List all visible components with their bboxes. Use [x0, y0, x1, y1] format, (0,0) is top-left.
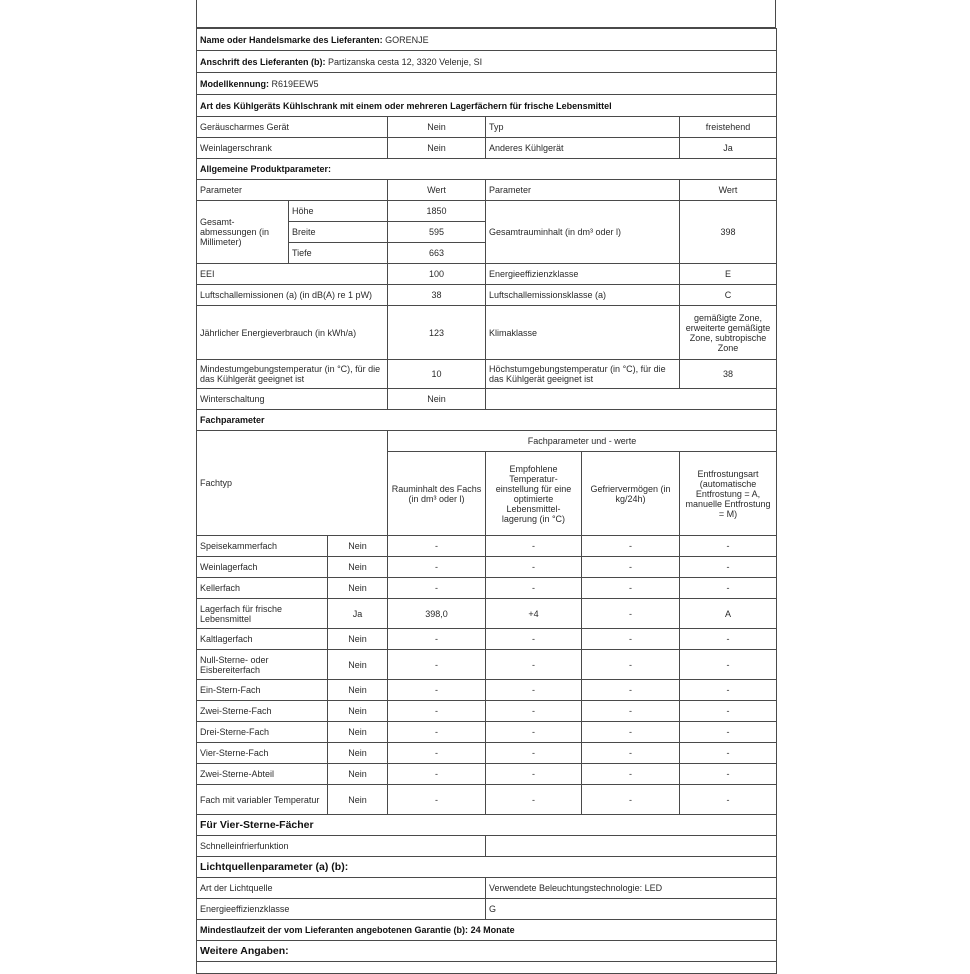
height-label: Höhe	[289, 201, 388, 222]
compartment-rows	[197, 536, 777, 815]
winter-empty	[486, 389, 777, 410]
compartment-row	[197, 722, 777, 743]
compartment-row	[197, 578, 777, 599]
compartment-name: Drei-Sterne-Fach	[197, 722, 328, 743]
light-energy-class-value: G	[486, 899, 777, 920]
compartment-title-row	[197, 410, 777, 431]
recommended-temperature-header: Empfohlene Temperatur-einstellung für eine optimierte Lebensmittel-lagerung (in °C)	[486, 452, 582, 536]
general-header-row	[197, 180, 777, 201]
compartment-defrost-type: -	[680, 680, 777, 701]
light-energy-class-label: Energieeffizienzklasse	[197, 899, 486, 920]
compartment-name: Lagerfach für frische Lebensmittel	[197, 599, 328, 629]
compartment-temperature: -	[486, 578, 582, 599]
compartment-temperature: -	[486, 722, 582, 743]
compartment-present: Nein	[328, 680, 388, 701]
quick-freeze-row	[197, 836, 777, 857]
compartment-group-row	[197, 431, 777, 452]
compartment-name: Weinlagerfach	[197, 557, 328, 578]
winter-value: Nein	[388, 389, 486, 410]
parameter-header-2: Parameter	[486, 180, 680, 201]
more-info-row	[197, 941, 777, 962]
compartment-present: Nein	[328, 701, 388, 722]
compartment-name: Zwei-Sterne-Abteil	[197, 764, 328, 785]
compartment-freezing-capacity: -	[582, 629, 680, 650]
climate-class-value: gemäßigte Zone, erweiterte gemäßigte Zone, subtropische Zone	[680, 306, 777, 360]
noise-value: 38	[388, 285, 486, 306]
low-noise-row	[197, 117, 777, 138]
compartment-temperature: -	[486, 701, 582, 722]
compartment-present: Nein	[328, 557, 388, 578]
compartment-defrost-type: -	[680, 785, 777, 815]
compartment-freezing-capacity: -	[582, 599, 680, 629]
value-header-2: Wert	[680, 180, 777, 201]
compartment-present: Ja	[328, 599, 388, 629]
compartment-row	[197, 764, 777, 785]
compartment-name: Ein-Stern-Fach	[197, 680, 328, 701]
compartment-row	[197, 743, 777, 764]
compartment-row	[197, 701, 777, 722]
total-volume-value: 398	[680, 201, 777, 264]
low-noise-value: Nein	[388, 117, 486, 138]
compartment-volume: -	[388, 701, 486, 722]
compartment-group-header: Fachparameter und - werte	[388, 431, 777, 452]
energy-class-value: E	[680, 264, 777, 285]
light-source-label: Art der Lichtquelle	[197, 878, 486, 899]
compartment-row	[197, 785, 777, 815]
four-star-title-row	[197, 815, 777, 836]
ambient-temperature-row	[197, 360, 777, 389]
compartment-row	[197, 629, 777, 650]
compartment-volume: -	[388, 536, 486, 557]
width-value: 595	[388, 222, 486, 243]
supplier-name-row	[197, 29, 777, 51]
sheet-table	[196, 28, 777, 974]
noise-class-value: C	[680, 285, 777, 306]
compartment-temperature: -	[486, 536, 582, 557]
appliance-type-row	[197, 95, 777, 117]
light-source-row	[197, 878, 777, 899]
compartment-defrost-type: -	[680, 578, 777, 599]
compartment-temperature: -	[486, 680, 582, 701]
winter-label: Winterschaltung	[197, 389, 388, 410]
compartment-freezing-capacity: -	[582, 701, 680, 722]
compartment-present: Nein	[328, 764, 388, 785]
eei-row	[197, 264, 777, 285]
supplier-address-row	[197, 51, 777, 73]
compartment-temperature: -	[486, 629, 582, 650]
compartment-freezing-capacity: -	[582, 650, 680, 680]
supplier-address-value: Partizanska cesta 12, 3320 Velenje, SI	[328, 56, 483, 67]
type-label: Typ	[486, 117, 680, 138]
wine-cabinet-label: Weinlagerschrank	[197, 138, 388, 159]
wine-cabinet-value: Nein	[388, 138, 486, 159]
general-title-row	[197, 159, 777, 180]
compartment-temperature: -	[486, 650, 582, 680]
max-temperature-label: Höchstumgebungstemperatur (in °C), für die das Kühlgerät geeignet ist	[486, 360, 680, 389]
quick-freeze-label: Schnelleinfrierfunktion	[197, 836, 486, 857]
four-star-title: Für Vier-Sterne-Fächer	[197, 815, 777, 836]
compartment-present: Nein	[328, 743, 388, 764]
energy-consumption-label: Jährlicher Energieverbrauch (in kWh/a)	[197, 306, 388, 360]
compartment-temperature: -	[486, 764, 582, 785]
compartment-name: Null-Sterne- oder Eisbereiterfach	[197, 650, 328, 680]
parameter-header-1: Parameter	[197, 180, 388, 201]
compartment-row	[197, 557, 777, 578]
compartment-volume: -	[388, 629, 486, 650]
compartment-present: Nein	[328, 629, 388, 650]
light-energy-class-row	[197, 899, 777, 920]
warranty-label: Mindestlaufzeit der vom Lieferanten angebotenen Garantie (b):	[200, 925, 469, 935]
quick-freeze-value	[486, 836, 777, 857]
compartment-name: Zwei-Sterne-Fach	[197, 701, 328, 722]
compartment-defrost-type: -	[680, 701, 777, 722]
compartment-defrost-type: A	[680, 599, 777, 629]
compartment-volume: -	[388, 557, 486, 578]
more-info-cut-row	[197, 962, 777, 974]
energy-consumption-row	[197, 306, 777, 360]
more-info-cut	[197, 962, 777, 974]
compartment-freezing-capacity: -	[582, 785, 680, 815]
dimension-height-row	[197, 201, 777, 222]
volume-header: Rauminhalt des Fachs (in dm³ oder l)	[388, 452, 486, 536]
model-label: Modellkennung:	[200, 78, 269, 89]
warranty-value: 24 Monate	[470, 925, 515, 935]
supplier-name-label: Name oder Handelsmarke des Lieferanten:	[200, 34, 383, 45]
compartment-freezing-capacity: -	[582, 764, 680, 785]
compartment-name: Fach mit variabler Temperatur	[197, 785, 328, 815]
low-noise-label: Geräuscharmes Gerät	[197, 117, 388, 138]
climate-class-label: Klimaklasse	[486, 306, 680, 360]
compartment-volume: -	[388, 650, 486, 680]
compartment-volume: -	[388, 578, 486, 599]
light-source-value: Verwendete Beleuchtungstechnologie: LED	[486, 878, 777, 899]
compartment-present: Nein	[328, 785, 388, 815]
product-information-sheet	[196, 0, 776, 971]
compartment-name: Kellerfach	[197, 578, 328, 599]
compartment-freezing-capacity: -	[582, 536, 680, 557]
supplier-name-value: GORENJE	[385, 34, 429, 45]
defrost-type-header: Entfrostungsart (automatische Entfrostung = A, manuelle Entfrostung = M)	[680, 452, 777, 536]
energy-consumption-value: 123	[388, 306, 486, 360]
warranty-row	[197, 920, 777, 941]
compartment-row	[197, 650, 777, 680]
cut-off-header	[196, 0, 776, 28]
dimensions-label: Gesamt-abmessungen (in Millimeter)	[197, 201, 289, 264]
appliance-type-text: Art des Kühlgeräts Kühlschrank mit einem oder mehreren Lagerfächern für frische Lebensmittel	[197, 95, 777, 117]
compartment-defrost-type: -	[680, 557, 777, 578]
compartment-volume: -	[388, 722, 486, 743]
compartment-type-header: Fachtyp	[197, 431, 388, 536]
compartment-volume: -	[388, 785, 486, 815]
eei-value: 100	[388, 264, 486, 285]
model-value: R619EEW5	[271, 78, 319, 89]
compartment-present: Nein	[328, 722, 388, 743]
width-label: Breite	[289, 222, 388, 243]
compartment-row	[197, 599, 777, 629]
general-title: Allgemeine Produktparameter:	[197, 159, 777, 180]
wine-cabinet-row	[197, 138, 777, 159]
compartment-present: Nein	[328, 536, 388, 557]
height-value: 1850	[388, 201, 486, 222]
depth-label: Tiefe	[289, 243, 388, 264]
light-title: Lichtquellenparameter (a) (b):	[197, 857, 777, 878]
energy-class-label: Energieeffizienzklasse	[486, 264, 680, 285]
winter-row	[197, 389, 777, 410]
compartment-row	[197, 680, 777, 701]
compartment-temperature: -	[486, 785, 582, 815]
noise-class-label: Luftschallemissionsklasse (a)	[486, 285, 680, 306]
compartment-volume: 398,0	[388, 599, 486, 629]
other-appliance-label: Anderes Kühlgerät	[486, 138, 680, 159]
compartment-defrost-type: -	[680, 629, 777, 650]
compartment-row	[197, 536, 777, 557]
compartment-freezing-capacity: -	[582, 557, 680, 578]
compartment-title: Fachparameter	[197, 410, 777, 431]
freezing-capacity-header: Gefriervermögen (in kg/24h)	[582, 452, 680, 536]
light-title-row	[197, 857, 777, 878]
compartment-volume: -	[388, 764, 486, 785]
compartment-temperature: +4	[486, 599, 582, 629]
depth-value: 663	[388, 243, 486, 264]
noise-label: Luftschallemissionen (a) (in dB(A) re 1 pW)	[197, 285, 388, 306]
min-temperature-value: 10	[388, 360, 486, 389]
compartment-name: Speisekammerfach	[197, 536, 328, 557]
compartment-defrost-type: -	[680, 650, 777, 680]
total-volume-label: Gesamtrauminhalt (in dm³ oder l)	[486, 201, 680, 264]
compartment-freezing-capacity: -	[582, 680, 680, 701]
model-row	[197, 73, 777, 95]
supplier-address-label: Anschrift des Lieferanten (b):	[200, 56, 326, 67]
compartment-freezing-capacity: -	[582, 743, 680, 764]
noise-row	[197, 285, 777, 306]
compartment-volume: -	[388, 743, 486, 764]
eei-label: EEI	[197, 264, 388, 285]
compartment-volume: -	[388, 680, 486, 701]
compartment-temperature: -	[486, 557, 582, 578]
min-temperature-label: Mindestumgebungstemperatur (in °C), für die das Kühlgerät geeignet ist	[197, 360, 388, 389]
compartment-name: Vier-Sterne-Fach	[197, 743, 328, 764]
compartment-present: Nein	[328, 578, 388, 599]
compartment-defrost-type: -	[680, 764, 777, 785]
compartment-present: Nein	[328, 650, 388, 680]
compartment-defrost-type: -	[680, 536, 777, 557]
compartment-freezing-capacity: -	[582, 578, 680, 599]
value-header-1: Wert	[388, 180, 486, 201]
compartment-defrost-type: -	[680, 743, 777, 764]
compartment-name: Kaltlagerfach	[197, 629, 328, 650]
max-temperature-value: 38	[680, 360, 777, 389]
compartment-temperature: -	[486, 743, 582, 764]
compartment-defrost-type: -	[680, 722, 777, 743]
other-appliance-value: Ja	[680, 138, 777, 159]
compartment-freezing-capacity: -	[582, 722, 680, 743]
type-value: freistehend	[680, 117, 777, 138]
more-info-title: Weitere Angaben:	[197, 941, 777, 962]
